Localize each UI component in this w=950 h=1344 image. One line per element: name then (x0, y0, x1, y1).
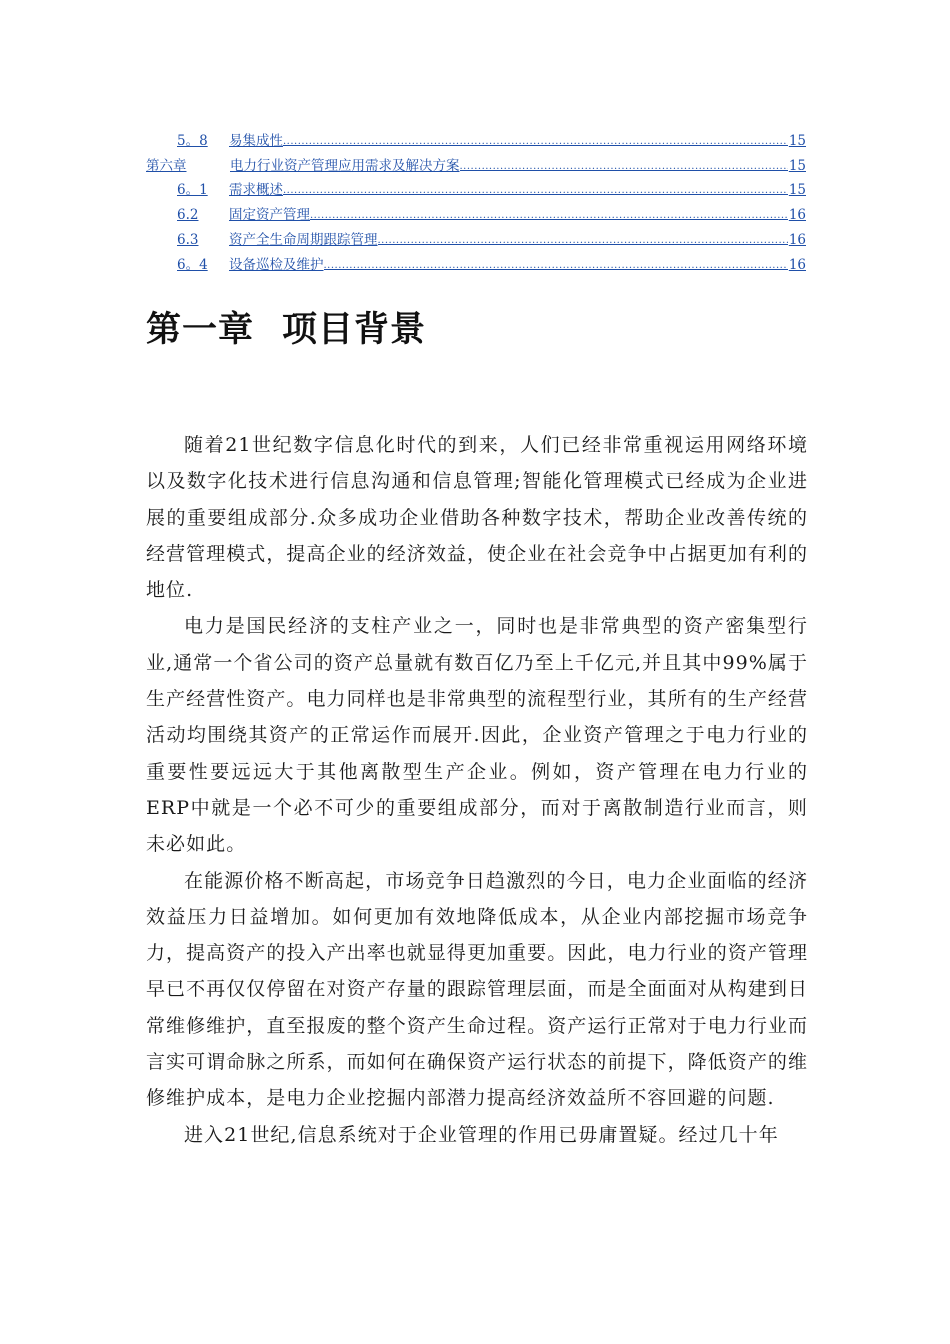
toc-entry-title: 固定资产管理 (229, 207, 310, 224)
toc-entry-page: 15 (788, 157, 806, 174)
toc-dot-leader (310, 209, 788, 223)
paragraph: 进入21世纪,信息系统对于企业管理的作用已毋庸置疑。经过几十年 (184, 1123, 779, 1146)
toc-entry[interactable] (146, 198, 806, 223)
chapter-heading (146, 302, 426, 352)
paragraph: 在能源价格不断高起，市场竞争日趋激烈的今日，电力企业面临的经济效益压力日益增加。如何更加有效地降低成本，从企业内部挖掘市场竞争力，提高资产的投入产出率也就显得更加重要。因此，电力行业的资产管理早已不再仅仅停留在对资产存量的跟踪管理层面，而是全面面对从构建到日常维修维护，直至报废的整个资产生命过程。资产运行正常对于电力行业而言实可谓命脉之所系，而如何在确保资产运行状态的前提下，降低资产的维修维护成本，是电力企业挖掘内部潜力提高经济效益所不容回避的问题. (146, 869, 808, 1110)
toc-dot-leader (283, 184, 788, 198)
toc-entry-number: 6。4 (177, 256, 208, 273)
toc-entry-title: 资产全生命周期跟踪管理 (229, 231, 378, 248)
toc-entry-title: 易集成性 (229, 132, 283, 149)
toc-entry-page: 16 (788, 231, 806, 248)
toc-entry[interactable] (146, 248, 806, 273)
toc-entry-page: 16 (788, 256, 806, 273)
paragraph: 随着21世纪数字信息化时代的到来，人们已经非常重视运用网络环境以及数字化技术进行信息沟通和信息管理;智能化管理模式已经成为企业进展的重要组成部分.众多成功企业借助各种数字技术，帮助企业改善传统的经营管理模式，提高企业的经济效益，使企业在社会竞争中占据更加有利的地位. (146, 434, 808, 602)
toc-entry-page: 15 (788, 132, 806, 149)
toc-dot-leader (283, 135, 788, 149)
toc-entry-page: 16 (788, 207, 806, 224)
toc-entry-number: 6。1 (177, 182, 208, 199)
toc-dot-leader (460, 160, 788, 174)
body-text (146, 427, 808, 1153)
toc-dot-leader (378, 234, 788, 248)
toc-entry[interactable] (146, 174, 806, 199)
toc-entry-number: 5。8 (177, 132, 208, 149)
toc-entry-number: 6.2 (177, 207, 199, 224)
paragraph: 电力是国民经济的支柱产业之一，同时也是非常典型的资产密集型行业,通常一个省公司的资产总量就有数百亿乃至上千亿元,并且其中99%属于生产经营性资产。电力同样也是非常典型的流程型行业，其所有的生产经营活动均围绕其资产的正常运作而展开.因此，企业资产管理之于电力行业的重要性要远远大于其他离散型生产企业。例如，资产管理在电力行业的ERP中就是一个必不可少的重要组成部分，而对于离散制造行业而言，则未必如此。 (146, 615, 808, 856)
toc-entry-title: 需求概述 (229, 182, 283, 199)
toc-entry[interactable] (146, 124, 806, 149)
toc-entry-title: 设备巡检及维护 (229, 256, 324, 273)
table-of-contents (146, 124, 806, 273)
chapter-title: 项目背景 (282, 310, 427, 350)
toc-entry-number: 第六章 (146, 157, 187, 174)
toc-entry[interactable] (146, 223, 806, 248)
toc-entry-number: 6.3 (177, 231, 199, 248)
toc-entry-title: 电力行业资产管理应用需求及解决方案 (230, 157, 460, 174)
toc-dot-leader (324, 259, 788, 273)
chapter-number: 第一章 (146, 310, 255, 350)
toc-entry[interactable] (146, 149, 806, 174)
toc-entry-page: 15 (788, 182, 806, 199)
